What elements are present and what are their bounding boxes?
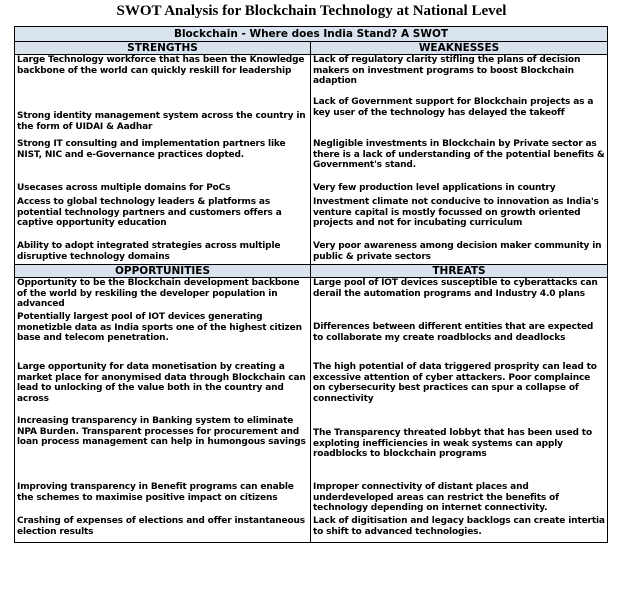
weakness-cell: Investment climate not conducive to innovation as India's venture capital is mostly focussed on growth oriented projects and not for incubating curriculum [313, 197, 599, 228]
strengths-header: STRENGTHS [15, 42, 311, 54]
weaknesses-header: WEAKNESSES [418, 42, 500, 54]
threats-header: THREATS [432, 265, 486, 277]
table-row [15, 476, 607, 516]
threat-cell: Improper connectivity of distant places and underdeveloped areas can restrict the benefits of technology depending on internet connectivity. [313, 482, 559, 513]
table-row [15, 516, 607, 542]
strength-cell: Access to global technology leaders & platforms as potential technology partners and customers offers a captive opportunity education [15, 197, 311, 241]
opportunity-cell: Improving transparency in Benefit programs can enable the schemes to maximise positive impact on citizens [15, 476, 311, 516]
table-row [15, 55, 607, 97]
opportunities-threats-header-row [15, 264, 607, 278]
strengths-weaknesses-header-row [15, 42, 607, 55]
table-row [15, 416, 607, 476]
table-header: Blockchain - Where does India Stand? A SWOT [15, 27, 607, 42]
threat-cell: The high potential of data triggered prosprity can lead to excessive attention of cyber attackers. Poor complaince on cybersecurity best practices can spur a collapse of connectivity [313, 362, 597, 404]
threat-cell: Large pool of IOT devices susceptible to cyberattacks can derail the automation programs and Industry 4.0 plans [313, 278, 598, 299]
table-row [15, 362, 607, 416]
swot-table [14, 26, 608, 543]
threat-cell: Lack of digitisation and legacy backlogs can create intertia to shift to advanced technologies. [313, 516, 605, 537]
opportunities-header: OPPORTUNITIES [15, 265, 311, 277]
strength-cell: Usecases across multiple domains for PoCs [15, 183, 311, 197]
opportunity-cell: Opportunity to be the Blockchain development backbone of the world by reskiling the developer population in advanced [15, 278, 311, 312]
opportunity-cell: Increasing transparency in Banking system to eliminate NPA Burden. Transparent processes for procurement and loan process management can help in humongous savings [15, 416, 311, 476]
opportunity-cell: Large opportunity for data monetisation by creating a market place for anonymised data through Blockchain can lead to unlocking of the value both in the country and across [15, 362, 311, 416]
threat-cell: The Transparency threated lobbyt that has been used to exploting inefficiencies in weak systems can apply roadblocks to blockchain programs [313, 428, 592, 459]
table-row [15, 278, 607, 312]
weakness-cell: Lack of Government support for Blockchain projects as a key user of the technology has delayed the takeoff [313, 97, 594, 118]
strength-cell: Large Technology workforce that has been the Knowledge backbone of the world can quickly reskill for leadership [15, 55, 311, 97]
page-title: SWOT Analysis for Blockchain Technology at National Level [116, 3, 507, 19]
strength-cell: Strong IT consulting and implementation partners like NIST, NIC and e-Governance practices dopted. [15, 139, 311, 183]
strength-cell: Ability to adopt integrated strategies across multiple disruptive technology domains [15, 241, 311, 264]
table-row [15, 97, 607, 139]
opportunity-cell: Crashing of expenses of elections and offer instantaneous election results [15, 516, 311, 542]
weakness-cell: Lack of regulatory clarity stifling the plans of decision makers on investment programs to boost Blockchain adaption [313, 55, 581, 86]
table-row [15, 312, 607, 362]
strength-cell: Strong identity management system across the country in the form of UIDAI & Aadhar [15, 97, 311, 139]
weakness-cell: Very poor awareness among decision maker community in public & private sectors [313, 241, 602, 262]
threat-cell: Differences between different entities that are expected to collaborate my create roadblocks and deadlocks [313, 322, 594, 343]
opportunity-cell: Potentially largest pool of IOT devices generating monetizble data as India sports one of the highest citizen base and telecom penetration. [15, 312, 311, 362]
table-row [15, 197, 607, 241]
weakness-cell: Very few production level applications in country [313, 183, 556, 193]
weakness-cell: Negligible investments in Blockchain by Private sector as there is a lack of understanding of the potential benefits & Government's stand. [313, 139, 605, 170]
table-row [15, 139, 607, 183]
table-row [15, 183, 607, 197]
table-row [15, 241, 607, 264]
